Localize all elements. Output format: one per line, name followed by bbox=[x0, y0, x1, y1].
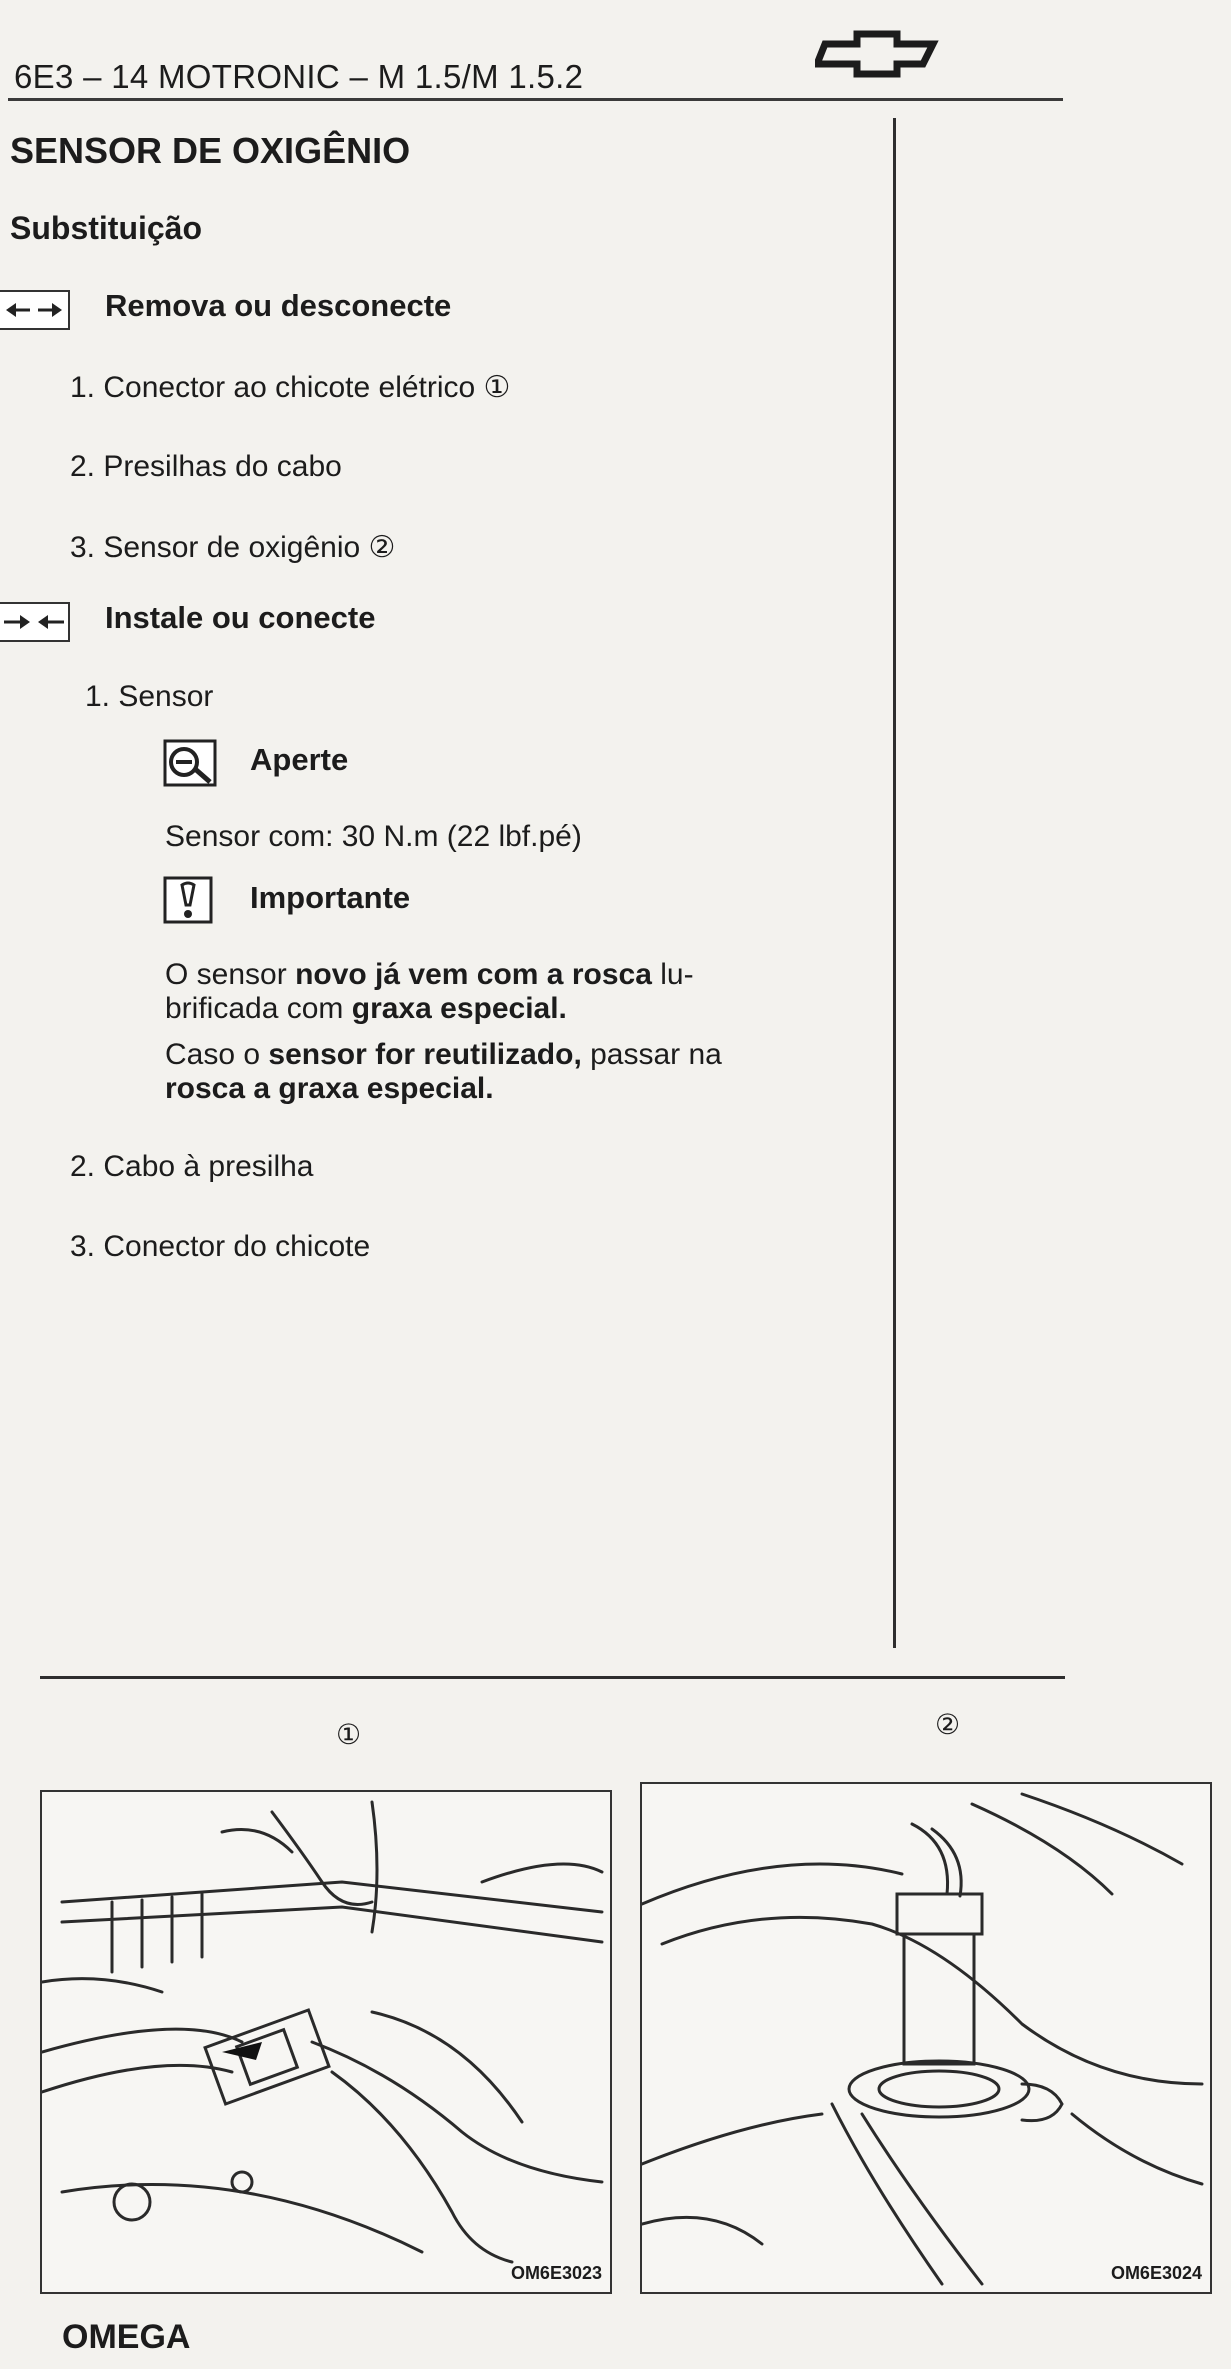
install-heading: Instale ou conecte bbox=[105, 600, 376, 635]
figure-1-code: OM6E3023 bbox=[510, 2263, 602, 2283]
subsection-title: Substituição bbox=[10, 210, 203, 246]
section-title: SENSOR DE OXIGÊNIO bbox=[10, 130, 411, 171]
oxygen-sensor-drawing bbox=[642, 1784, 1210, 2292]
important-paragraph-2: Caso o sensor for reutilizado, passar na rosca a graxa especial. bbox=[165, 1038, 722, 1105]
install-item-3: 3. Conector do chicote bbox=[70, 1230, 371, 1263]
figures-divider bbox=[40, 1676, 1065, 1679]
tighten-heading: Aperte bbox=[250, 742, 349, 777]
figure-2-number: ② bbox=[935, 1709, 961, 1740]
footer-model: OMEGA bbox=[62, 2318, 191, 2356]
figure-1-illustration bbox=[40, 1790, 612, 2294]
column-divider bbox=[893, 118, 896, 1648]
figure-2-illustration bbox=[640, 1782, 1212, 2294]
important-heading: Importante bbox=[250, 880, 411, 915]
remove-arrows-icon bbox=[0, 290, 70, 330]
tighten-spec: Sensor com: 30 N.m (22 lbf.pé) bbox=[165, 820, 582, 853]
remove-item-1: 1. Conector ao chicote elétrico ① bbox=[70, 371, 511, 404]
figure-1-number: ① bbox=[336, 1719, 362, 1750]
remove-heading: Remova ou desconecte bbox=[105, 288, 452, 323]
header-divider bbox=[8, 98, 1063, 101]
install-item-2: 2. Cabo à presilha bbox=[70, 1150, 314, 1183]
torque-wrench-icon bbox=[162, 738, 218, 788]
remove-item-3: 3. Sensor de oxigênio ② bbox=[70, 531, 396, 564]
header-title: 6E3 – 14 MOTRONIC – M 1.5/M 1.5.2 bbox=[14, 58, 584, 95]
figure-2-code: OM6E3024 bbox=[1110, 2263, 1202, 2283]
install-arrows-icon bbox=[0, 602, 70, 642]
important-paragraph-1: O sensor novo já vem com a rosca lu- brificada com graxa especial. bbox=[165, 958, 694, 1025]
connector-harness-drawing bbox=[42, 1792, 610, 2292]
remove-item-2: 2. Presilhas do cabo bbox=[70, 450, 342, 483]
install-item-1: 1. Sensor bbox=[85, 680, 214, 713]
warning-icon bbox=[162, 875, 214, 925]
chevrolet-bowtie-icon bbox=[815, 30, 940, 78]
